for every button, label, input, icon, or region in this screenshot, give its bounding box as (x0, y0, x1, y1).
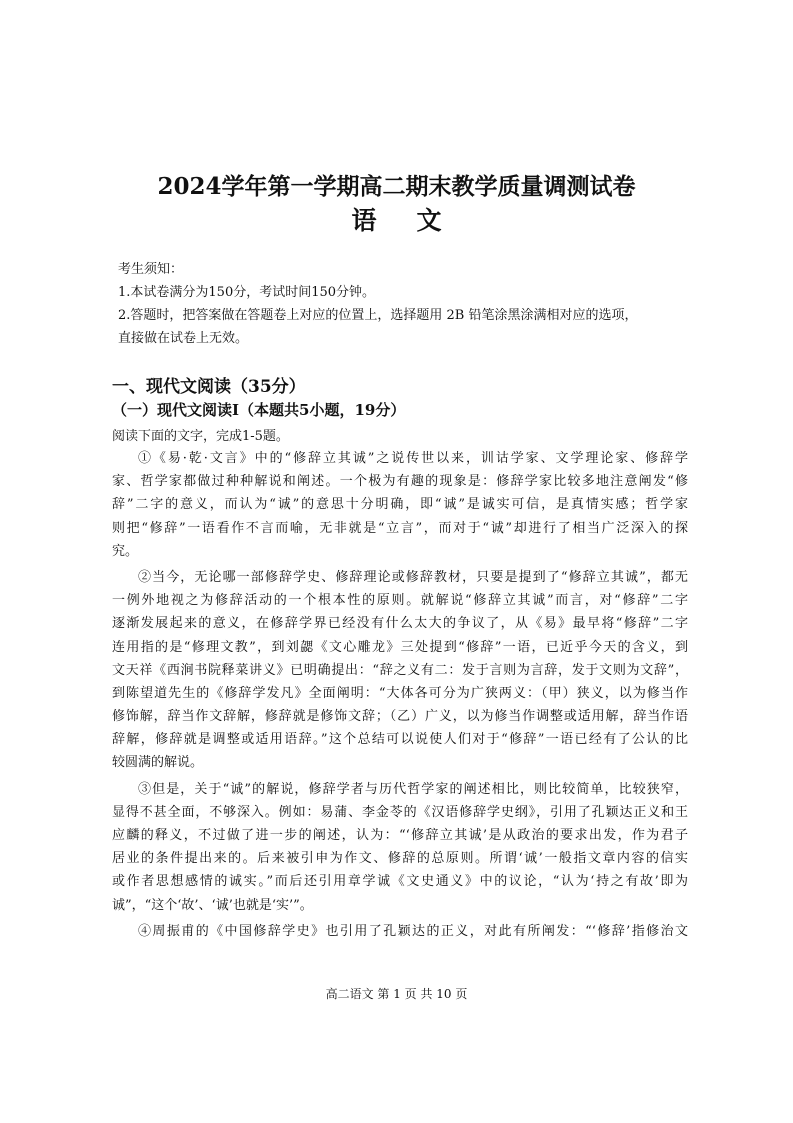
text-line: 较圆满的解说。 (112, 755, 204, 771)
text-line: 辞”二字的意义，而认为“诚”的意思十分明确，即“诚”是诚实可信，是真情实感；哲学家 (112, 497, 688, 513)
text-line: 家、哲学家都做过种种解说和阐述。一个极为有趣的现象是：修辞学家比较多地注意阐发“修 (112, 474, 688, 490)
text-line: ③但是，关于“诚”的解说，修辞学者与历代哲学家的阐述相比，则比较简单，比较狭窄， (138, 781, 688, 797)
paragraph-4 (112, 920, 688, 943)
text-line: ①《易·乾·文言》中的“修辞立其诚”之说传世以来，训诂学家、文学理论家、修辞学 (138, 451, 688, 466)
text-line: 显得不甚全面，不够深入。例如：易蒲、李金苓的《汉语修辞学史纲》，引用了孔颖达正义和王 (112, 804, 688, 820)
text-line: 诚”，“这个‘故’、‘诚’也就是‘实’”。 (112, 897, 313, 913)
text-line: 逐渐发展起来的意义，在修辞学界已经没有什么太大的争议了，从《易》最早将“修辞”二字 (112, 616, 688, 632)
paragraph-2 (112, 566, 688, 775)
text-line: 居业的条件提出来的。后来被引申为作文、修辞的总原则。所谓‘诚’一般指文章内容的信实 (112, 851, 688, 867)
reading-passage (112, 447, 688, 946)
candidate-notice (118, 258, 683, 350)
reading-instruction: 阅读下面的文字，完成1-5题。 (112, 429, 289, 444)
paragraph-1 (112, 447, 688, 563)
text-line: ④周振甫的《中国修辞学史》也引用了孔颖达的正义，对此有所阐发：“‘修辞’指修治文 (138, 923, 688, 939)
notice-item: 2.答题时，把答案做在答题卷上对应的位置上，选择题用 2B 铅笔涂黑涂满相对应的选项， (118, 308, 638, 323)
page-footer: 高二语文 第 1 页 共 10 页 (325, 987, 468, 1001)
text-line: 到陈望道先生的《修辞学发凡》全面阐明：“大体各可分为广狭两义：（甲）狭义，以为修当作 (112, 685, 688, 701)
text-line: 辞解，修辞就是调整或适用语辞。”这个总结可以说使人们对于“修辞”一语已经有了公认的比 (112, 732, 688, 748)
text-line: 则把“修辞”一语看作不言而喻，无非就是“立言”，而对于“诚”却进行了相当广泛深入的探 (112, 520, 688, 536)
section-heading: 一、现代文阅读（35分） (112, 377, 306, 397)
subject-title: 语文 (351, 206, 482, 235)
text-line: 修饰解，辞当作文辞解，修辞就是修饰文辞；（乙）广义，以为修当作调整或适用解，辞当作语 (112, 709, 688, 725)
text-line: 或作者思想感情的诚实。”而后还引用章学诚《文史通义》中的议论，“认为‘持之有故’即为 (112, 874, 688, 890)
text-line: ②当今，无论哪一部修辞学史、修辞理论或修辞教材，只要是提到了“修辞立其诚”，都无 (138, 569, 688, 585)
notice-item: 直接做在试卷上无效。 (118, 331, 249, 346)
paragraph-3 (112, 778, 688, 917)
subsection-heading: （一）现代文阅读Ⅰ（本题共5小题，19分） (112, 401, 406, 419)
text-line: 连用指的是“修理文教”，到刘勰《文心雕龙》三处提到“修辞”一语，已近乎今天的含义，到 (112, 639, 688, 655)
notice-heading: 考生须知： (118, 262, 184, 277)
text-line: 文天祥《西涧书院释菜讲义》已明确提出：“辞之义有二：发于言则为言辞，发于文则为文辞”， (112, 662, 688, 678)
notice-item: 1.本试卷满分为150分，考试时间150分钟。 (118, 285, 376, 300)
exam-title: 2024学年第一学期高二期末教学质量调测试卷 (157, 173, 636, 200)
text-line: 应麟的释义，不过做了进一步的阐述，认为：“‘修辞立其诚’是从政治的要求出发，作为君子 (112, 828, 688, 843)
text-line: 究。 (112, 543, 139, 559)
text-line: 一例外地视之为修辞活动的一个根本性的原则。就解说“修辞立其诚”而言，对“修辞”二字 (112, 593, 688, 609)
